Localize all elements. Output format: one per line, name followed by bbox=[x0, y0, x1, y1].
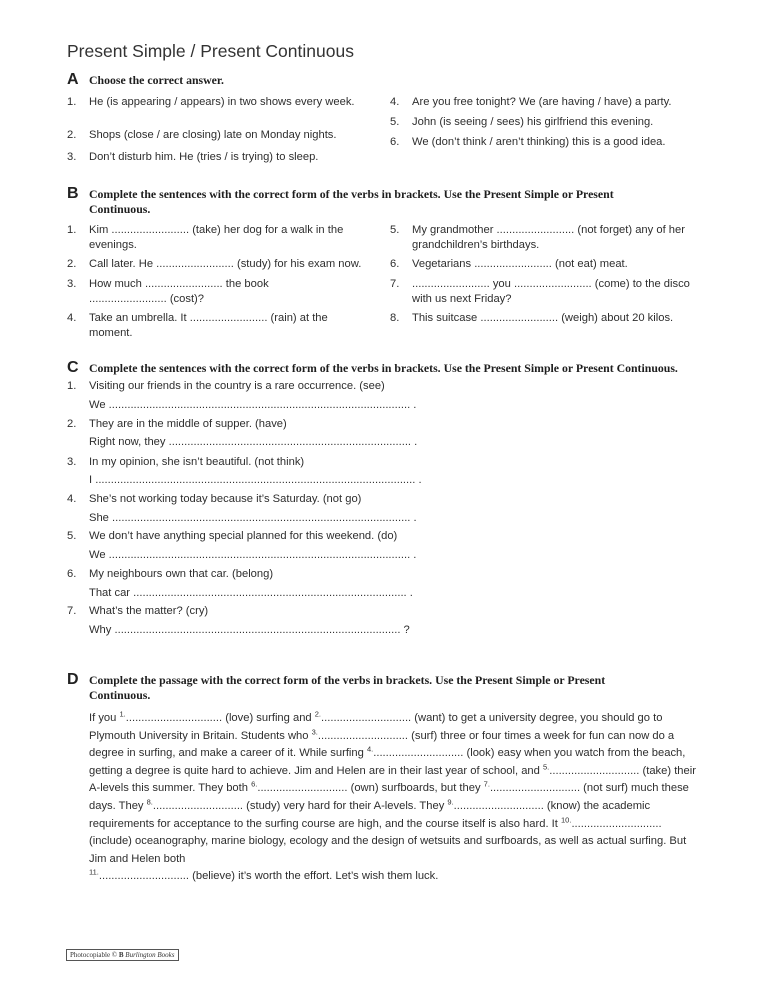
blank-10[interactable]: ............................. bbox=[571, 817, 662, 830]
blank-11[interactable]: ............................. bbox=[98, 870, 190, 883]
answer-line[interactable]: We ................................................................................................. . bbox=[89, 399, 417, 411]
footer-brand: Burlington Books bbox=[125, 951, 175, 959]
answer-line[interactable]: I ....................................................................................................... . bbox=[89, 474, 422, 486]
blank-2[interactable]: ............................. bbox=[321, 712, 412, 724]
section-b-letter: B bbox=[67, 185, 79, 202]
burlington-logo-icon: B bbox=[118, 951, 124, 959]
section-a-letter: A bbox=[67, 71, 79, 88]
answer-line[interactable]: Why ............................................................................................ ? bbox=[89, 624, 410, 636]
section-d-instruction: Complete the passage with the correct form of the verbs in brackets. Use the Present Simple or Present Continuous. bbox=[89, 673, 606, 702]
blank-3[interactable]: ............................. bbox=[317, 729, 409, 742]
section-d-letter: D bbox=[67, 671, 79, 688]
blank-6[interactable]: ............................. bbox=[257, 782, 348, 795]
footer-copyright bbox=[66, 949, 179, 961]
blank-5[interactable]: ............................. bbox=[549, 764, 640, 777]
blank-8[interactable]: ............................. bbox=[152, 799, 244, 812]
answer-line[interactable]: That car ........................................................................................ . bbox=[89, 587, 413, 599]
answer-line[interactable]: She ................................................................................................ . bbox=[89, 512, 417, 524]
section-c-instruction: Complete the sentences with the correct form of the verbs in brackets. Use the Present Simple or Present Continuous. bbox=[89, 361, 678, 375]
section-b-instruction: Complete the sentences with the correct form of the verbs in brackets. Use the Present Simple or Present Continuous. bbox=[89, 187, 614, 216]
blank-9[interactable]: ............................. bbox=[453, 799, 544, 812]
section-c-letter: C bbox=[67, 359, 79, 376]
blank-1[interactable]: ............................... bbox=[125, 712, 223, 724]
answer-line[interactable]: We ................................................................................................. . bbox=[89, 549, 417, 561]
passage: If you $^{1.}$............................... (love) surfing and $^{2.}$............................. (want) to get a university degree, you should go to Plymouth University in Britain. Students who $^{3.}$............................. (surf) three or four times a week for fun can now do a degree in surfing, and make a career of it. While surfing $^{4.}$............................. (look) easy when you watch from the beach, getting a degree is quite hard to achieve. Jim and Helen are in their last year of school, and $^{5.}$............................. (take) their A-levels this summer. They both $^{6.}$............................. (own) surfboards, but they $^{7.}$............................. (not surf) much these days. They $^{8.}$............................. (study) very hard for their A-levels. They $^{9.}$............................. (know) the academic requirements for acceptance to the surfing course are high, and the course itself is also hard. It $^{10.}$............................. (include) oceanography, marine biology, ecology and the design of wetsuits and surfboards, as well as actual surfing. But Jim and Helen both $^{11.}$............................. (believe) it’s worth the effort. Let’s wish them luck. bbox=[89, 709, 696, 883]
answer-line[interactable]: Right now, they .............................................................................. . bbox=[89, 436, 418, 448]
section-a-instruction: Choose the correct answer. bbox=[89, 73, 224, 87]
footer-label: Photocopiable © bbox=[70, 951, 118, 959]
page-title: Present Simple / Present Continuous bbox=[67, 41, 354, 61]
blank-7[interactable]: ............................. bbox=[489, 782, 581, 795]
blank-4[interactable]: ............................. bbox=[373, 747, 464, 760]
